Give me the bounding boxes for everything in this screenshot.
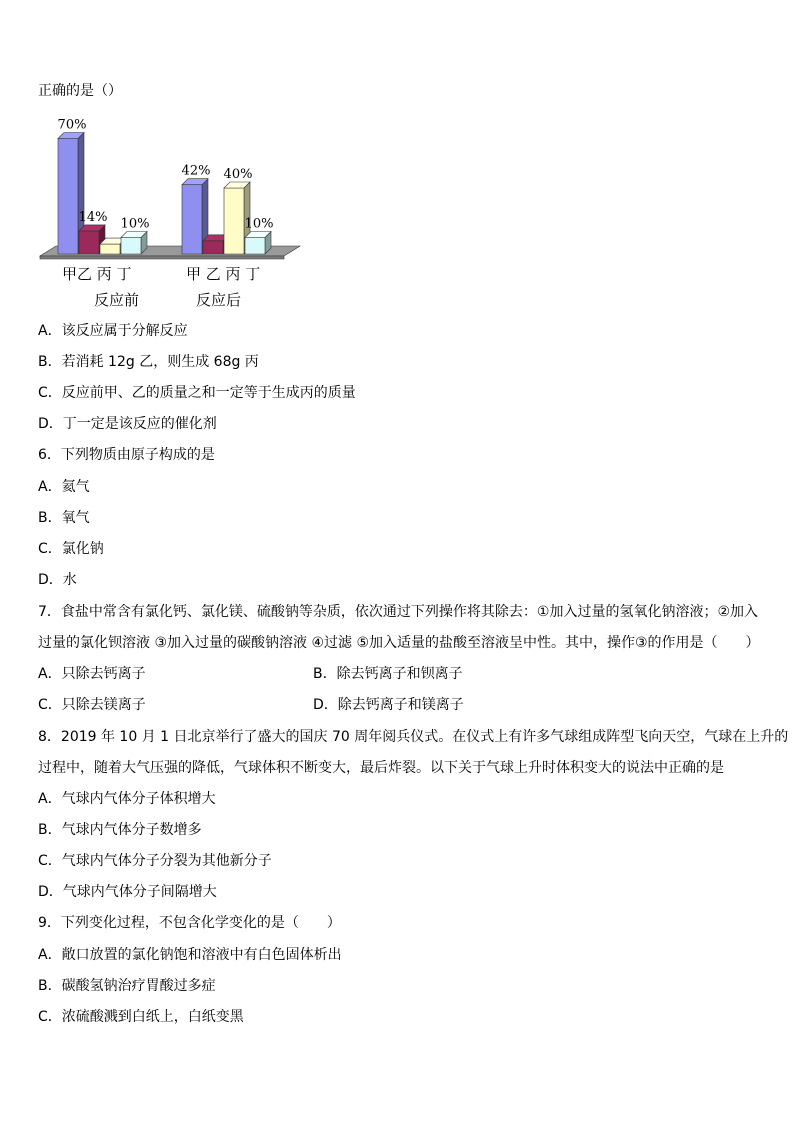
q5-option-a: A．该反应属于分解反应: [38, 323, 188, 339]
q6-option-c: C．氯化钠: [38, 541, 104, 557]
q8-option-a: A．气球内气体分子体积增大: [38, 791, 216, 807]
bar-before-4: [121, 238, 141, 255]
bar-after-4-label: 10%: [244, 216, 274, 232]
q5-option-c: C．反应前甲、乙的质量之和一定等于生成丙的质量: [38, 385, 356, 401]
q8-option-d: D．气球内气体分子间隔增大: [38, 884, 217, 900]
q6-option-d: D．水: [38, 572, 77, 588]
x-labels-before: 甲乙 丙 丁: [62, 265, 132, 283]
bar-after-4: [245, 238, 265, 255]
bar-after-3: [224, 188, 244, 254]
q7-stem-line2: 过量的氯化钡溶液 ③加入过量的碳酸钠溶液 ④过滤 ⑤加入适量的盐酸至溶液呈中性。其中，操作③的作用是（ ）: [38, 635, 760, 651]
q9-option-c: C．浓硫酸溅到白纸上，白纸变黑: [38, 1009, 244, 1025]
group-label-before: 反应前: [94, 291, 140, 309]
bar-before-4-label: 10%: [120, 216, 150, 232]
bar-before-1-label: 70%: [57, 117, 87, 133]
chart-floor-edge: [40, 256, 284, 259]
q8-option-b: B．气球内气体分子数增多: [38, 822, 202, 838]
group-label-after: 反应后: [196, 291, 242, 309]
bar-before-2: [79, 231, 99, 254]
q7-option-a: A．只除去钙离子: [38, 666, 146, 682]
q7-stem-line1: 7．食盐中常含有氯化钙、氯化镁、硫酸钠等杂质，依次通过下列操作将其除去：①加入过量的氢氧化钠溶液；②加入: [38, 604, 759, 620]
bar-after-1-label: 42%: [181, 163, 211, 179]
q9-stem: 9．下列变化过程，不包含化学变化的是（ ）: [38, 915, 341, 931]
q6-option-b: B．氧气: [38, 510, 90, 526]
q9-option-a: A．敞口放置的氯化钠饱和溶液中有白色固体析出: [38, 947, 342, 963]
bar-before-1: [58, 139, 78, 255]
q6-option-a: A．氦气: [38, 479, 90, 495]
q8-stem-line1: 8．2019 年 10 月 1 日北京举行了盛大的国庆 70 周年阅兵仪式。在仪式上有许多气球组成阵型飞向天空，气球在上升的: [38, 729, 789, 745]
q8-stem-line2: 过程中，随着大气压强的降低，气球体积不断变大，最后炸裂。以下关于气球上升时体积变大的说法中正确的是: [38, 760, 724, 776]
q7-option-d: D．除去钙离子和镁离子: [313, 697, 464, 713]
q8-option-c: C．气球内气体分子分裂为其他新分子: [38, 853, 272, 869]
q9-option-b: B．碳酸氢钠治疗胃酸过多症: [38, 978, 216, 994]
question-intro: 正确的是（）: [38, 83, 122, 99]
q7-option-c: C．只除去镁离子: [38, 697, 146, 713]
q5-option-d: D．丁一定是该反应的催化剂: [38, 416, 217, 432]
bar-after-3-label: 40%: [223, 167, 253, 182]
x-labels-after: 甲 乙 丙 丁: [186, 265, 261, 283]
q6-stem: 6．下列物质由原子构成的是: [38, 447, 215, 463]
bar-before-3: [100, 244, 120, 254]
bar-before-2-label: 14%: [78, 209, 108, 225]
bar-after-2: [203, 241, 223, 254]
q5-option-b: B．若消耗 12g 乙，则生成 68g 丙: [38, 354, 259, 370]
q7-option-b: B．除去钙离子和钡离子: [313, 666, 463, 682]
bar-after-1: [182, 185, 202, 254]
bar-chart: [36, 112, 306, 312]
